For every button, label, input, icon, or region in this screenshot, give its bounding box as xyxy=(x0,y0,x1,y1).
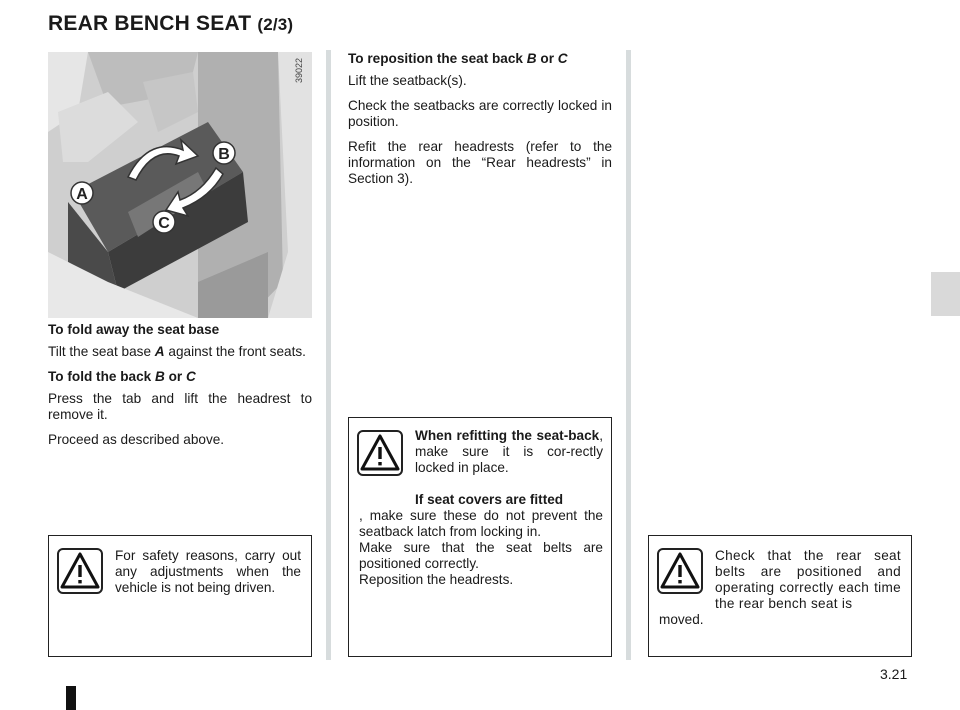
seat-illustration xyxy=(48,52,312,318)
refit-warning-lead xyxy=(415,428,603,476)
left-column-text xyxy=(48,322,312,457)
reposition-ref-c: C xyxy=(557,51,568,66)
warning-triangle-icon xyxy=(57,548,103,594)
headrests-text: Reposition the headrests. xyxy=(359,572,514,587)
fold-back-paragraph: Press the tab and lift the headrest to remove it. xyxy=(48,391,312,422)
seat-illustration-graphic xyxy=(48,52,312,318)
belts-warning-end: moved. xyxy=(659,612,704,627)
fold-base-heading: To fold away the seat base xyxy=(48,322,220,337)
check-paragraph: Check the seatbacks are correctly locked in position. xyxy=(348,98,612,129)
seat-covers-bold: If seat covers are fitted xyxy=(415,492,564,507)
refit-warning-box xyxy=(348,417,612,657)
page-title xyxy=(48,12,293,36)
reposition-or: or xyxy=(536,51,558,66)
lift-paragraph: Lift the seatback(s). xyxy=(348,73,467,88)
section-tab xyxy=(931,272,960,316)
proceed-paragraph: Proceed as described above. xyxy=(48,432,225,447)
belts-warning-text: Check that the rear seat belts are positioned and operating correctly each time the rear bench seat is xyxy=(715,548,901,611)
fold-base-paragraph xyxy=(48,344,312,360)
figure-label-c: C xyxy=(158,215,170,232)
fold-base-text: Tilt the seat base xyxy=(48,344,155,359)
refit-warning-text: , make sure it is cor-rectly locked in place. xyxy=(415,428,603,475)
page-title-part: (2/3) xyxy=(257,15,294,34)
warning-triangle-icon xyxy=(357,430,403,476)
fold-back-ref-b: B xyxy=(155,369,165,384)
page-title-text: REAR BENCH SEAT xyxy=(48,12,252,35)
column-divider xyxy=(326,50,331,660)
seat-covers-line xyxy=(359,492,603,508)
refit-warning-rest xyxy=(359,492,603,588)
figure-label-a: A xyxy=(76,186,88,203)
figure-id: 39022 xyxy=(294,58,304,84)
belts-warning-box xyxy=(648,535,912,657)
reposition-heading xyxy=(348,51,612,67)
figure-label-b: B xyxy=(218,146,230,163)
page-number: 3.21 xyxy=(880,666,908,682)
refit-paragraph: Refit the rear headrests (refer to the information on the “Rear headrests” in Section 3). xyxy=(348,139,612,186)
safety-warning-text: For safety reasons, carry out any adjustments when the vehicle is not being driven. xyxy=(115,548,301,595)
seat-belts-text: Make sure that the seat belts are positioned correctly. xyxy=(359,540,603,571)
column-divider xyxy=(626,50,631,660)
middle-column-text xyxy=(348,51,612,196)
reposition-heading-text: To reposition the seat back xyxy=(348,51,527,66)
safety-warning-box xyxy=(48,535,312,657)
fold-back-ref-c: C xyxy=(185,369,196,384)
reposition-ref-b: B xyxy=(526,51,537,66)
seat-covers-text: , make sure these do not prevent the seatback latch from locking in. xyxy=(359,508,603,539)
fold-back-heading xyxy=(48,369,312,385)
refit-warning-bold: When refitting the seat-back xyxy=(415,428,600,443)
fold-back-or: or xyxy=(164,369,186,384)
fold-back-heading-text: To fold the back xyxy=(48,369,155,384)
fold-base-text-end: against the front seats. xyxy=(164,344,306,359)
fold-base-ref: A xyxy=(154,344,165,359)
crop-mark xyxy=(66,686,76,710)
warning-triangle-icon xyxy=(657,548,703,594)
